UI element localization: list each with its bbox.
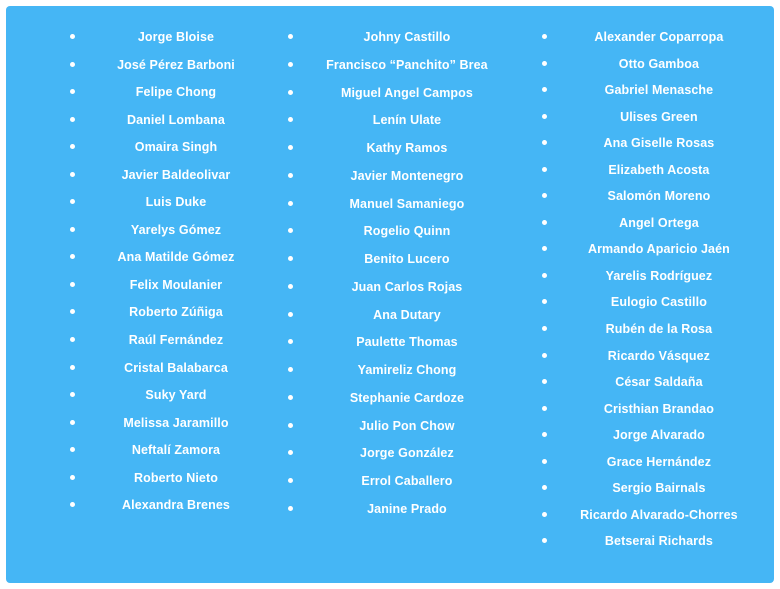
- person-name: Benito Lucero: [364, 252, 450, 266]
- bullet-icon: [288, 506, 293, 511]
- list-item: [70, 30, 262, 45]
- person-name: Jorge González: [360, 446, 454, 461]
- person-name: Roberto Nieto: [134, 470, 218, 485]
- bullet-icon: [70, 117, 75, 122]
- bullet-icon: [70, 172, 75, 177]
- person-name: Omaira Singh: [134, 140, 218, 155]
- person-name: Cristal Balabarca: [124, 360, 228, 375]
- person-name: Angel Ortega: [619, 215, 699, 230]
- list-item: [288, 363, 506, 378]
- person-name: Salomón Moreno: [607, 189, 711, 204]
- bullet-icon: [542, 485, 547, 490]
- bullet-icon: [288, 478, 293, 483]
- bullet-icon: [288, 145, 293, 150]
- bullet-icon: [288, 256, 293, 261]
- person-name: Daniel Lombana: [127, 112, 225, 127]
- list-item: [542, 83, 756, 98]
- list-item: [542, 481, 756, 496]
- person-name: Elizabeth Acosta: [608, 162, 710, 177]
- list-item: [542, 428, 756, 443]
- list-item: [542, 534, 756, 549]
- person-name: Grace Hernández: [606, 454, 712, 469]
- person-name: José Pérez Barboni: [117, 57, 235, 72]
- person-name: Errol Caballero: [361, 474, 453, 488]
- bullet-icon: [70, 227, 75, 232]
- list-item: [70, 278, 262, 293]
- bullet-icon: [288, 284, 293, 289]
- bullet-icon: [70, 337, 75, 342]
- person-name: Rogelio Quinn: [363, 224, 451, 239]
- person-name: Ricardo Alvarado-Chorres: [580, 507, 738, 522]
- list-item: [70, 361, 262, 376]
- bullet-icon: [288, 339, 293, 344]
- bullet-icon: [288, 201, 293, 206]
- person-name: Yarelis Rodríguez: [605, 268, 713, 283]
- bullet-icon: [542, 34, 547, 39]
- bullet-icon: [70, 420, 75, 425]
- list-item: [288, 86, 506, 101]
- list-item: [288, 58, 506, 73]
- list-item: [542, 136, 756, 151]
- person-name: Yamireliz Chong: [357, 363, 457, 377]
- bullet-icon: [542, 353, 547, 358]
- person-name: Ulises Green: [620, 109, 698, 124]
- list-item: [288, 502, 506, 517]
- person-name: Suky Yard: [145, 388, 207, 403]
- list-item: [288, 419, 506, 434]
- bullet-icon: [542, 114, 547, 119]
- person-name: Kathy Ramos: [366, 141, 448, 155]
- list-item: [70, 85, 262, 100]
- person-name: Yarelys Gómez: [130, 222, 222, 237]
- bullet-icon: [288, 395, 293, 400]
- list-item: [70, 443, 262, 458]
- list-item: [542, 455, 756, 470]
- bullet-icon: [70, 62, 75, 67]
- list-item: [542, 349, 756, 364]
- list-item: [542, 295, 756, 310]
- list-item: [288, 141, 506, 156]
- name-column-1: [24, 30, 268, 526]
- list-item: [542, 216, 756, 231]
- list-item: [542, 269, 756, 284]
- person-name: Cristhian Brandao: [603, 401, 714, 416]
- person-name: César Saldaña: [615, 375, 703, 390]
- bullet-icon: [288, 173, 293, 178]
- bullet-icon: [70, 447, 75, 452]
- list-item: [70, 498, 262, 513]
- person-name: Javier Baldeolivar: [121, 167, 231, 182]
- list-item: [542, 163, 756, 178]
- list-item: [542, 242, 756, 257]
- person-name: Janine Prado: [367, 501, 447, 516]
- name-column-2: [268, 30, 512, 530]
- person-name: Johny Castillo: [363, 30, 451, 44]
- slide-canvas: [6, 6, 774, 583]
- bullet-icon: [70, 89, 75, 94]
- person-name: Paulette Thomas: [356, 335, 458, 350]
- list-item: [70, 305, 262, 320]
- list-item: [288, 197, 506, 212]
- list-item: [288, 169, 506, 184]
- person-name: Lenín Ulate: [372, 113, 442, 128]
- bullet-icon: [542, 140, 547, 145]
- bullet-icon: [70, 309, 75, 314]
- bullet-icon: [288, 62, 293, 67]
- bullet-icon: [288, 367, 293, 372]
- list-item: [288, 446, 506, 461]
- list-item: [70, 168, 262, 183]
- person-name: Ricardo Vásquez: [607, 348, 711, 363]
- person-name: Felix Moulanier: [129, 277, 223, 292]
- list-item: [288, 224, 506, 239]
- person-name: Eulogio Castillo: [610, 295, 707, 310]
- person-name: Stephanie Cardoze: [349, 390, 465, 405]
- name-list-2: [288, 30, 506, 517]
- person-name: Ana Dutary: [373, 307, 441, 322]
- bullet-icon: [288, 450, 293, 455]
- bullet-icon: [70, 475, 75, 480]
- person-name: Roberto Zúñiga: [129, 305, 223, 320]
- list-item: [542, 375, 756, 390]
- name-list-3: [542, 30, 756, 550]
- list-item: [542, 322, 756, 337]
- bullet-icon: [288, 228, 293, 233]
- list-item: [70, 58, 262, 73]
- bullet-icon: [70, 199, 75, 204]
- list-item: [288, 252, 506, 267]
- list-item: [288, 335, 506, 350]
- list-item: [70, 195, 262, 210]
- bullet-icon: [542, 87, 547, 92]
- person-name: Melissa Jaramillo: [123, 415, 229, 430]
- bullet-icon: [542, 538, 547, 543]
- list-item: [542, 402, 756, 417]
- bullet-icon: [288, 34, 293, 39]
- list-item: [70, 333, 262, 348]
- bullet-icon: [542, 61, 547, 66]
- bullet-icon: [542, 432, 547, 437]
- person-name: Alexandra Brenes: [122, 498, 230, 513]
- bullet-icon: [70, 254, 75, 259]
- list-item: [542, 508, 756, 523]
- list-item: [70, 471, 262, 486]
- person-name: Neftalí Zamora: [131, 443, 221, 458]
- bullet-icon: [288, 90, 293, 95]
- person-name: Juan Carlos Rojas: [351, 279, 463, 294]
- list-item: [542, 189, 756, 204]
- bullet-icon: [70, 282, 75, 287]
- list-item: [70, 113, 262, 128]
- list-item: [70, 250, 262, 265]
- bullet-icon: [542, 406, 547, 411]
- person-name: Rubén de la Rosa: [605, 322, 713, 337]
- person-name: Raúl Fernández: [128, 333, 224, 348]
- bullet-icon: [542, 193, 547, 198]
- bullet-icon: [288, 117, 293, 122]
- bullet-icon: [542, 246, 547, 251]
- bullet-icon: [70, 365, 75, 370]
- bullet-icon: [542, 512, 547, 517]
- bullet-icon: [542, 273, 547, 278]
- list-item: [288, 391, 506, 406]
- bullet-icon: [70, 392, 75, 397]
- person-name: Manuel Samaniego: [349, 196, 465, 211]
- list-item: [70, 223, 262, 238]
- name-column-3: [512, 30, 756, 561]
- person-name: Armando Aparicio Jaén: [587, 242, 730, 257]
- person-name: Sergio Bairnals: [612, 481, 706, 496]
- person-name: Betserai Richards: [604, 534, 713, 549]
- person-name: Luis Duke: [145, 195, 207, 210]
- person-name: Felipe Chong: [135, 85, 217, 100]
- list-item: [70, 388, 262, 403]
- list-item: [542, 30, 756, 45]
- bullet-icon: [70, 34, 75, 39]
- list-item: [288, 113, 506, 128]
- bullet-icon: [542, 379, 547, 384]
- bullet-icon: [542, 220, 547, 225]
- name-list-1: [70, 30, 262, 514]
- list-item: [288, 30, 506, 45]
- person-name: Francisco “Panchito” Brea: [326, 57, 488, 72]
- bullet-icon: [70, 502, 75, 507]
- person-name: Otto Gamboa: [618, 56, 700, 71]
- list-item: [288, 280, 506, 295]
- person-name: Ana Giselle Rosas: [603, 136, 715, 151]
- person-name: Ana Matilde Gómez: [117, 250, 235, 265]
- bullet-icon: [542, 167, 547, 172]
- list-item: [288, 308, 506, 323]
- person-name: Miguel Angel Campos: [340, 85, 473, 100]
- list-item: [288, 474, 506, 489]
- name-columns: [24, 30, 756, 573]
- list-item: [542, 110, 756, 125]
- bullet-icon: [288, 312, 293, 317]
- person-name: Alexander Coparropa: [594, 30, 724, 44]
- person-name: Jorge Bloise: [137, 30, 215, 44]
- list-item: [542, 57, 756, 72]
- bullet-icon: [542, 299, 547, 304]
- person-name: Gabriel Menasche: [604, 83, 714, 98]
- list-item: [70, 140, 262, 155]
- person-name: Javier Montenegro: [350, 168, 464, 183]
- bullet-icon: [288, 423, 293, 428]
- bullet-icon: [542, 326, 547, 331]
- bullet-icon: [542, 459, 547, 464]
- person-name: Julio Pon Chow: [359, 418, 455, 433]
- list-item: [70, 416, 262, 431]
- bullet-icon: [70, 144, 75, 149]
- person-name: Jorge Alvarado: [612, 428, 705, 443]
